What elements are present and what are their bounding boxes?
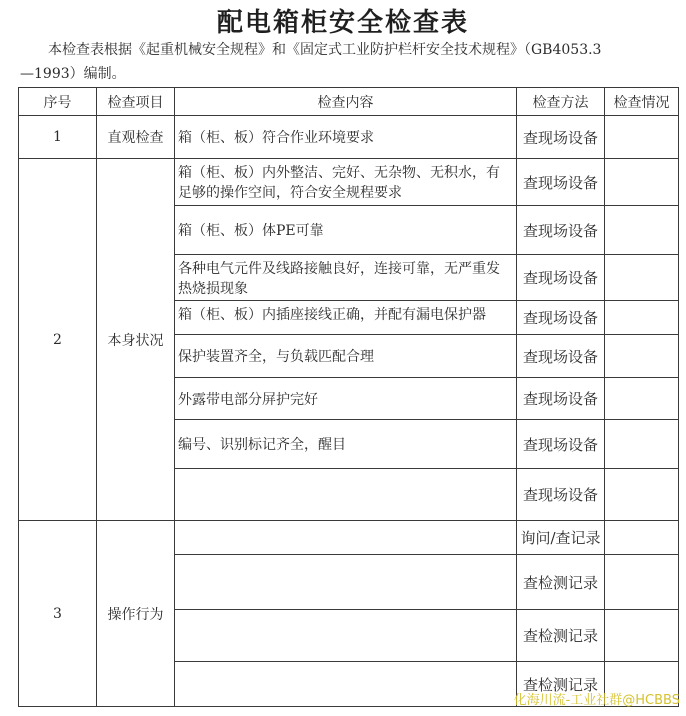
- status-cell[interactable]: [605, 255, 679, 301]
- header-row: [19, 88, 679, 116]
- status-cell[interactable]: [605, 159, 679, 206]
- content-cell: [175, 610, 517, 662]
- content-cell: [175, 301, 517, 335]
- content-text: 箱（柜、板）内插座接线正确，并配有漏电保护器: [178, 306, 486, 323]
- method-cell: 查现场设备: [517, 378, 605, 420]
- method-cell: 查现场设备: [517, 255, 605, 301]
- intro-line-1: 本检查表根据《起重机械安全规程》和《固定式工业防护栏杆安全技术规程》（GB4053.3: [48, 42, 602, 58]
- table-row: [19, 116, 679, 159]
- status-cell[interactable]: [605, 469, 679, 521]
- content-text: 外露带电部分屏护完好: [178, 391, 318, 408]
- method-cell: 查现场设备: [517, 301, 605, 335]
- method-cell: 查现场设备: [517, 469, 605, 521]
- content-text: [175, 635, 516, 637]
- document-title: 配电箱柜安全检查表: [216, 8, 469, 38]
- content-cell: [175, 206, 517, 255]
- intro-line-2: —1993）编制。: [20, 66, 126, 82]
- content-cell: [175, 335, 517, 378]
- content-text: 保护装置齐全，与负载匹配合理: [178, 349, 374, 365]
- content-text: 编号、识别标记齐全，醒目: [178, 437, 346, 453]
- seq-cell: 2: [19, 159, 97, 521]
- status-cell[interactable]: [605, 378, 679, 420]
- content-cell: [175, 521, 517, 555]
- content-text: 各种电气元件及线路接触良好，连接可靠，无严重发热烧损现象: [178, 260, 500, 297]
- content-cell: [175, 662, 517, 707]
- method-cell: 查检测记录: [517, 555, 605, 610]
- content-cell: [175, 116, 517, 159]
- content-cell: [175, 255, 517, 301]
- status-cell[interactable]: [605, 116, 679, 159]
- method-cell: 查现场设备: [517, 335, 605, 378]
- content-text: [175, 494, 516, 496]
- status-cell[interactable]: [605, 206, 679, 255]
- method-cell: 查现场设备: [517, 159, 605, 206]
- status-cell[interactable]: [605, 335, 679, 378]
- intro-paragraph: [20, 38, 672, 86]
- method-cell: 查现场设备: [517, 206, 605, 255]
- method-cell: 查检测记录: [517, 662, 605, 707]
- header-status: 检查情况: [605, 88, 679, 116]
- content-cell: [175, 159, 517, 206]
- status-cell[interactable]: [605, 301, 679, 335]
- status-cell[interactable]: [605, 521, 679, 555]
- method-cell: 查检测记录: [517, 610, 605, 662]
- status-cell[interactable]: [605, 420, 679, 469]
- header-method: 检查方法: [517, 88, 605, 116]
- method-cell: 查现场设备: [517, 116, 605, 159]
- content-text: 箱（柜、板）符合作业环境要求: [178, 130, 374, 146]
- content-text: [175, 537, 516, 539]
- seq-cell: 1: [19, 116, 97, 159]
- status-cell[interactable]: [605, 555, 679, 610]
- header-content: 检查内容: [175, 88, 517, 116]
- content-cell: [175, 378, 517, 420]
- header-item: 检查项目: [97, 88, 175, 116]
- item-cell: 本身状况: [97, 159, 175, 521]
- content-cell: [175, 555, 517, 610]
- content-text: 箱（柜、板）内外整洁、完好、无杂物、无积水，有足够的操作空间，符合安全规程要求: [178, 165, 500, 201]
- header-seq: 序号: [19, 88, 97, 116]
- content-text: [175, 683, 516, 685]
- item-cell: 操作行为: [97, 521, 175, 707]
- content-cell: [175, 469, 517, 521]
- method-cell: 查现场设备: [517, 420, 605, 469]
- content-text: [175, 581, 516, 583]
- watermark: 化海川流-工业社群@HCBBS: [513, 693, 680, 708]
- method-cell: 询问/查记录: [517, 521, 605, 555]
- content-text: 箱（柜、板）体PE可靠: [178, 223, 324, 239]
- status-cell[interactable]: [605, 610, 679, 662]
- inspection-table: [18, 87, 679, 707]
- table-row: [19, 521, 679, 555]
- table-row: [19, 159, 679, 206]
- item-cell: 直观检查: [97, 116, 175, 159]
- seq-cell: 3: [19, 521, 97, 707]
- content-cell: [175, 420, 517, 469]
